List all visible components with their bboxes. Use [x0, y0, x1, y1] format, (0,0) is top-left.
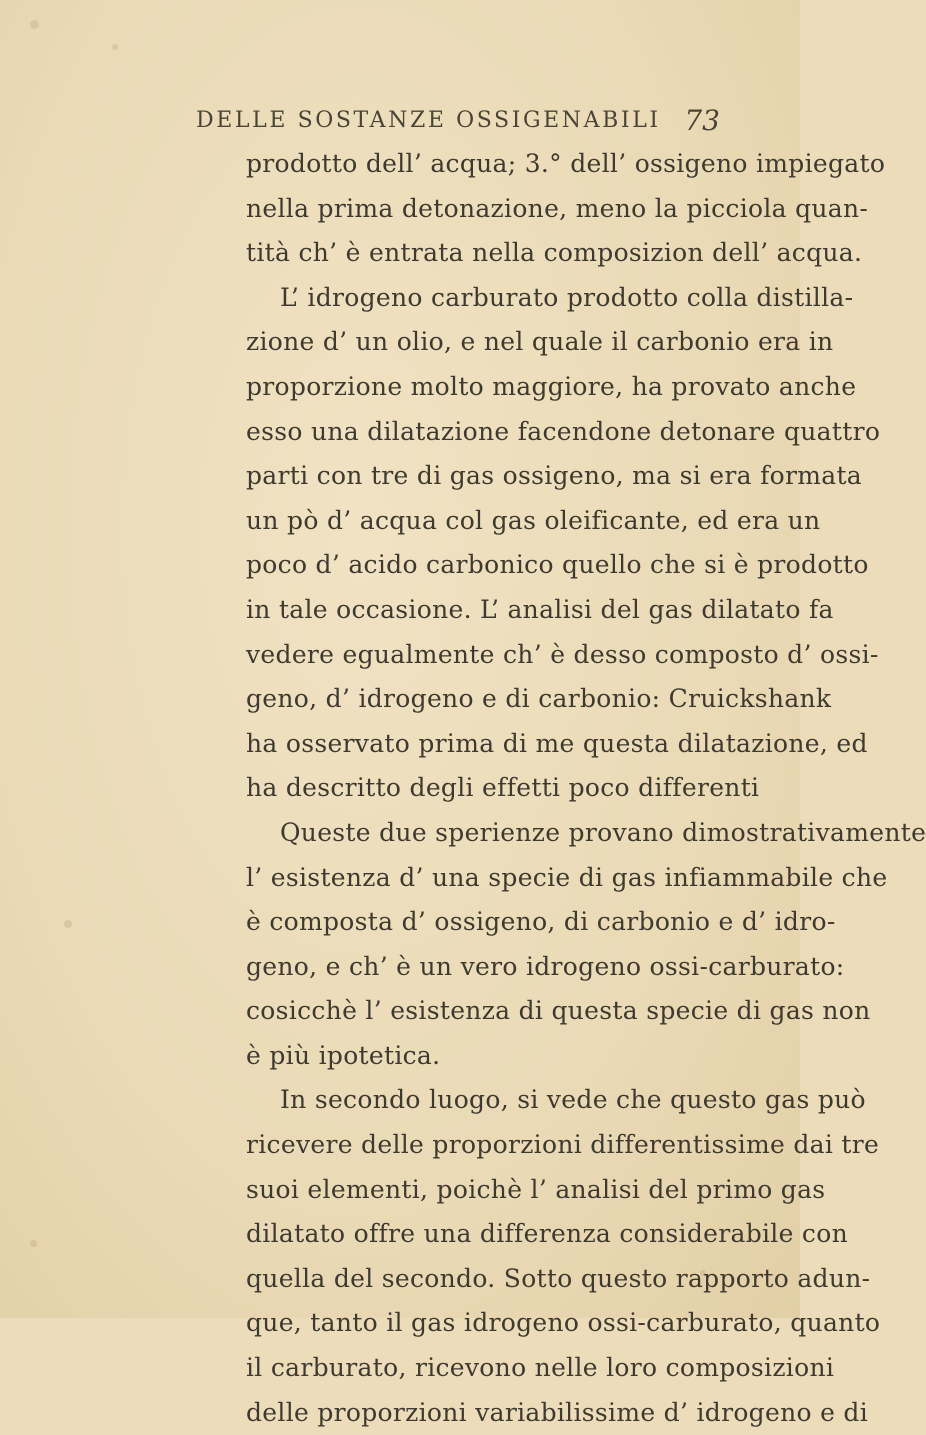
text-line: in tale occasione. L’ analisi del gas dilatato fa — [246, 594, 834, 624]
text-line: proporzione molto maggiore, ha provato anche — [246, 371, 857, 401]
text-line: que, tanto il gas idrogeno ossi-carburato, quanto — [246, 1308, 881, 1338]
text-line: è più ipotetica. — [246, 1040, 441, 1070]
text-line: geno, d’ idrogeno e di carbonio: Cruickshank — [246, 684, 832, 714]
page-header — [196, 104, 720, 144]
text-line: Queste due sperienze provano dimostrativamente — [280, 817, 926, 847]
paper-stain — [112, 44, 118, 50]
text-line: tità ch’ è entrata nella composizion dell’ acqua. — [246, 238, 863, 268]
text-line: un pò d’ acqua col gas oleificante, ed era un — [246, 505, 821, 535]
body-text — [246, 142, 926, 1435]
text-line: ricevere delle proporzioni differentissime dai tre — [246, 1130, 880, 1160]
text-line: zione d’ un olio, e nel quale il carbonio era in — [246, 327, 834, 357]
text-line: geno, e ch’ è un vero idrogeno ossi-carburato: — [246, 951, 845, 981]
text-line: nella prima detonazione, meno la picciola quan- — [246, 193, 869, 223]
paper-stain — [30, 1240, 37, 1247]
text-line: dilatato offre una differenza considerabile con — [246, 1219, 848, 1249]
text-line: parti con tre di gas ossigeno, ma si era formata — [246, 461, 863, 491]
text-line: ha descritto degli effetti poco differenti — [246, 773, 760, 803]
paper-stain — [64, 920, 72, 928]
text-line: suoi elementi, poichè l’ analisi del primo gas — [246, 1174, 826, 1204]
text-line: è composta d’ ossigeno, di carbonio e d’ idro- — [246, 907, 836, 937]
page-number: 73 — [684, 104, 720, 137]
text-line: L’ idrogeno carburato prodotto colla distilla- — [280, 282, 854, 312]
paper-stain — [30, 20, 39, 29]
text-line: cosicchè l’ esistenza di questa specie di gas non — [246, 996, 871, 1026]
text-line: vedere egualmente ch’ è desso composto d’ ossi- — [246, 639, 879, 669]
text-line: il carburato, ricevono nelle loro composizioni — [246, 1353, 835, 1383]
text-line: ha osservato prima di me questa dilatazione, ed — [246, 728, 868, 758]
text-line: l’ esistenza d’ una specie di gas infiammabile che — [246, 862, 888, 892]
text-line: In secondo luogo, si vede che questo gas può — [280, 1085, 866, 1115]
text-line: esso una dilatazione facendone detonare quattro — [246, 416, 881, 446]
text-line: poco d’ acido carbonico quello che si è prodotto — [246, 550, 869, 580]
text-line: prodotto dell’ acqua; 3.° dell’ ossigeno impiegato — [246, 149, 886, 178]
running-title: DELLE SOSTANZE OSSIGENABILI — [196, 108, 661, 133]
text-line: quella del secondo. Sotto questo rapporto adun- — [246, 1263, 871, 1293]
text-line: delle proporzioni variabilissime d’ idrogeno e di — [246, 1397, 869, 1427]
